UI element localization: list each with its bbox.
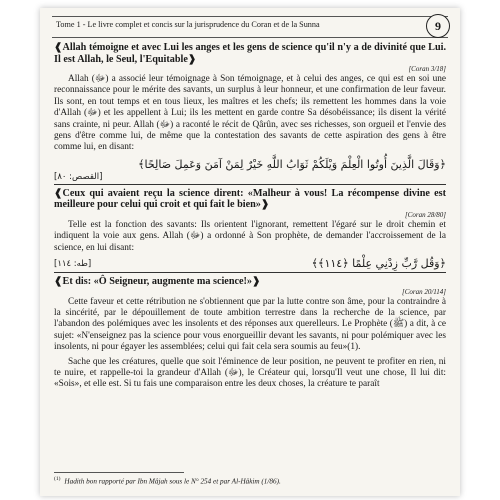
divider: [54, 272, 446, 273]
arabic-reference-2: [طه: ١١٤]: [54, 258, 92, 269]
divider: [54, 184, 446, 185]
paragraph-1: Allah (ﷻ) a associé leur témoignage à Son témoignage, et à celui des anges, ce qui est en soi une reconnaissance pour le mérite des savants, un surplus à leur honneur, et une confirmation de leur faveur. Ils sont, en tout temps et en tous lieux, les maîtres et les chefs; ils remettent les hommes dans la voie d'Allah (ﷻ) et les appellent à Lui; ils les mettent en garde contre Sa désobéissance; ils disent la vérité sans crainte, ni peur. Allah (ﷻ) a raconté le récit de Qârûn, avec ses richesses, son orgueil et l'envie des gens d'être comme lui, de même que la contestation des savants de cette aspiration des gens à être comme lui, en disant:: [54, 74, 447, 153]
footnote-text: Hadith bon rapporté par Ibn Mâjah sous le N° 254 et par Al-Hâkim (1/86).: [64, 477, 281, 486]
page-content: [54, 42, 446, 391]
quran-reference-1: [Coran 3/18]: [408, 65, 446, 73]
paragraph-2: Telle est la fonction des savants: Ils orientent l'ignorant, remettent l'égaré sur le droit chemin et indiquent la voie aux gens. Allah (ﷻ) a ordonné à Son prophète, de demander l'accroissement de la science, en lui disant:: [54, 219, 447, 253]
page-header: [52, 16, 448, 38]
quran-reference-3: [Coran 20/114]: [401, 287, 446, 296]
quran-translation-2: ❰Ceux qui avaient reçu la science dirent: «Malheur à vous! La récompense divine est meilleure pour celui qui croit et qui fait le bien»❱: [54, 187, 446, 211]
arabic-reference-1: [القصص: ٨٠]: [54, 171, 103, 182]
arabic-verse-1: ﴿وَقَالَ الَّذِينَ أُوتُوا الْعِلْمَ وَيْلَكُمْ ثَوَابُ اللَّهِ خَيْرٌ لِمَنْ آمَنَ وَعَمِلَ صَالِحًا﴾: [138, 157, 446, 171]
paragraph-4: Sache que les créatures, quelle que soit l'éminence de leur position, ne peuvent te profiter en rien, ni te nuire, et rappelle-toi la grandeur d'Allah (ﷻ), le Créateur qui, lorsqu'Il veut une chose, Il lui dit: «Sois», et elle est. Si tu fais une comparaison entre les deux choses, la créature te paraît: [54, 356, 446, 390]
quran-translation-3: ❰Et dis: «Ô Seigneur, augmente ma science!»❱: [54, 276, 261, 288]
arabic-verse-2: ﴿وَقُل رَّبِّ زِدْنِي عِلْمًا ﴿١١٤﴾﴾: [311, 257, 446, 271]
quran-translation-1: ❰Allah témoigne et avec Lui les anges et les gens de science qu'il n'y a de divinité que Lui. Il est Allah, le Seul, l'Equitable❱: [54, 42, 446, 65]
footnote: [54, 476, 446, 485]
arabic-verse-row-2: [54, 257, 446, 270]
page-number-badge: 9: [426, 14, 450, 38]
footnote-number: (1): [54, 476, 61, 482]
header-title: Tome 1 - Le livre complet et concis sur la jurisprudence du Coran et de la Sunna: [56, 20, 320, 29]
quran-reference-2: [Coran 28/80]: [404, 210, 446, 219]
book-page: [40, 8, 460, 496]
paragraph-3: Cette faveur et cette rétribution ne s'obtiennent que par la lutte contre son âme, pour la contraindre à la sincérité, par le dépouillement de toute ambition terrestre dans la recherche de la science, par l'abandon des polémiques avec les insolents et des réponses aux querelleurs. Le Prophète (ﷺ) a dit, à ce sujet: «N'enseignez pas la science pour vous enorgueillir devant les savants, ni pour polémiquer avec les insolents, ni pour égayer les assemblées; celui qui fait cela sera soumis au feu»(1).: [54, 296, 446, 353]
footnote-divider: [54, 472, 184, 473]
